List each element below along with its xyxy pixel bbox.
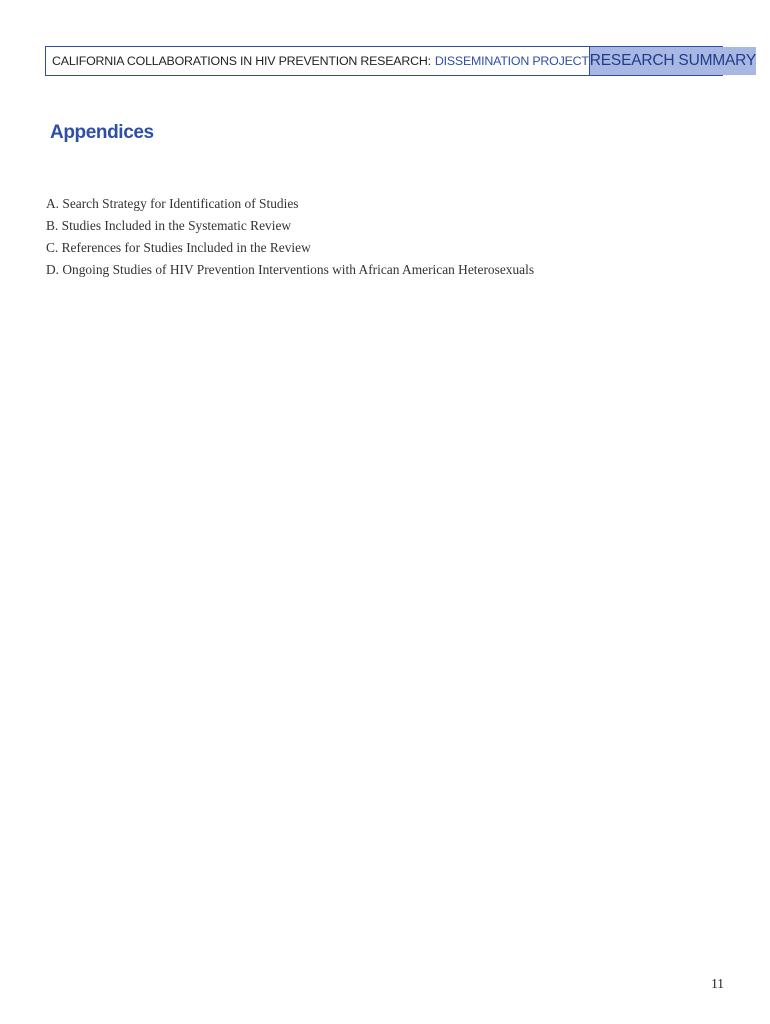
- header-title-accent: DISSEMINATION PROJECT: [434, 54, 589, 68]
- header-section-tag: RESEARCH SUMMARY: [589, 47, 756, 75]
- page-title: Appendices: [50, 122, 154, 143]
- running-header: [45, 46, 756, 76]
- page-number: 11: [711, 976, 724, 991]
- appendix-item-b: B. Studies Included in the Systematic Review: [46, 218, 292, 233]
- appendix-item-a: A. Search Strategy for Identification of Studies: [46, 196, 299, 211]
- appendix-item-c: C. References for Studies Included in the Review: [46, 240, 311, 255]
- header-project-title: [46, 47, 589, 75]
- header-title-prefix: CALIFORNIA COLLABORATIONS IN HIV PREVENTION RESEARCH:: [52, 54, 431, 68]
- appendix-item-d: D. Ongoing Studies of HIV Prevention Interventions with African American Heterosexuals: [46, 262, 535, 277]
- appendix-list: [46, 193, 534, 281]
